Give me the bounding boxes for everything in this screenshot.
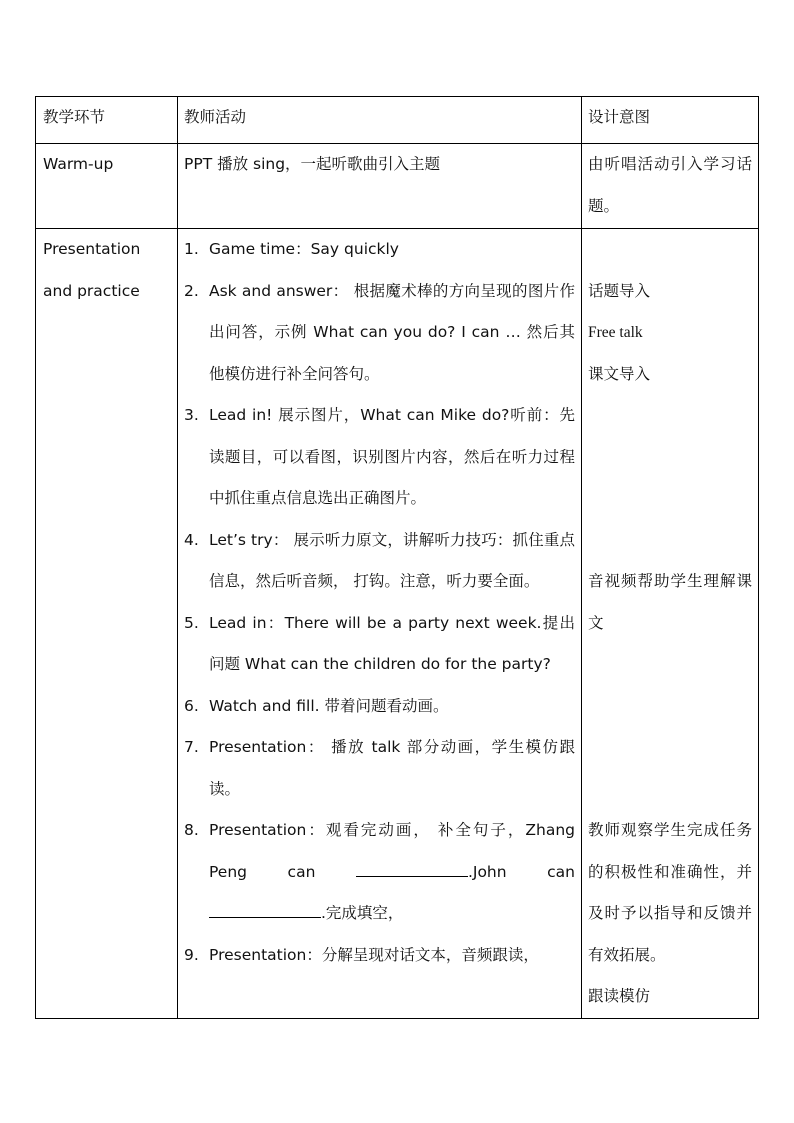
step-number: 3. xyxy=(184,406,199,424)
step-number: 8. xyxy=(184,821,199,839)
activity-warmup: PPT 播放 sing，一起听歌曲引入主题 xyxy=(178,144,582,229)
purpose-item: 跟读模仿 xyxy=(588,987,651,1005)
step-text: Presentation： 播放 talk 部分动画，学生模仿跟读。 xyxy=(209,738,575,798)
step-text: .John can xyxy=(467,862,575,881)
stage-line: Presentation xyxy=(43,240,141,258)
purpose-item: 教师观察学生完成任务的积极性和准确性，并及时予以指导和反馈并有效拓展。 xyxy=(588,821,752,964)
step-text: Watch and fill. 带着问题看动画。 xyxy=(209,696,449,715)
step-text: .完成填空， xyxy=(321,904,404,922)
step-number: 1. xyxy=(184,240,199,258)
list-item xyxy=(184,935,575,977)
list-item xyxy=(184,395,575,520)
list-item xyxy=(184,810,575,935)
purpose-item: 课文导入 xyxy=(588,364,651,383)
purpose-warmup: 由听唱活动引入学习话题。 xyxy=(582,144,759,229)
step-text: Lead in! 展示图片，What can Mike do?听前：先读题目，可以看图，识别图片内容，然后在听力过程中抓住重点信息选出正确图片。 xyxy=(209,406,575,507)
steps-list xyxy=(184,229,575,976)
step-number: 4. xyxy=(184,530,199,549)
purpose-item: 音视频帮助学生理解课文 xyxy=(588,572,752,632)
step-text: Presentation：分解呈现对话文本，音频跟读， xyxy=(209,945,539,964)
step-text: Game time：Say quickly xyxy=(209,240,399,258)
step-number: 9. xyxy=(184,945,199,964)
step-text: Lead in：There will be a party next week.提出问题 What can the children do for the party? xyxy=(209,613,575,673)
step-number: 5. xyxy=(184,613,199,632)
step-number: 7. xyxy=(184,738,199,756)
fill-blank xyxy=(356,862,468,877)
stage-line: and practice xyxy=(43,281,140,300)
header-row xyxy=(36,97,759,144)
list-item xyxy=(184,603,575,686)
step-text: Let’s try： 展示听力原文，讲解听力技巧：抓住重点信息，然后听音频， 打钩。注意，听力要全面。 xyxy=(209,530,575,590)
lesson-plan-table xyxy=(35,96,759,1019)
stage-presentation xyxy=(36,229,178,1019)
purpose-presentation xyxy=(582,229,759,1019)
step-text: Ask and answer： 根据魔术棒的方向呈现的图片作出问答，示例 What can you do? I can … 然后其他模仿进行补全问答句。 xyxy=(209,281,575,383)
step-number: 2. xyxy=(184,281,199,300)
step-number: 6. xyxy=(184,696,199,715)
header-stage: 教学环节 xyxy=(36,97,178,144)
header-activity: 教师活动 xyxy=(178,97,582,144)
table-row xyxy=(36,229,759,1019)
step-text: Presentation：观看完动画， 补全句子，Zhang Peng can xyxy=(209,821,575,881)
list-item xyxy=(184,727,575,810)
fill-blank xyxy=(209,903,321,918)
list-item xyxy=(184,520,575,603)
purpose-item: 话题导入 xyxy=(588,281,651,300)
purpose-item: Free talk xyxy=(588,324,643,341)
table-row xyxy=(36,144,759,229)
activity-steps xyxy=(178,229,582,1019)
list-item xyxy=(184,229,575,271)
list-item xyxy=(184,271,575,396)
stage-warmup: Warm-up xyxy=(36,144,178,229)
list-item xyxy=(184,686,575,728)
header-purpose: 设计意图 xyxy=(582,97,759,144)
